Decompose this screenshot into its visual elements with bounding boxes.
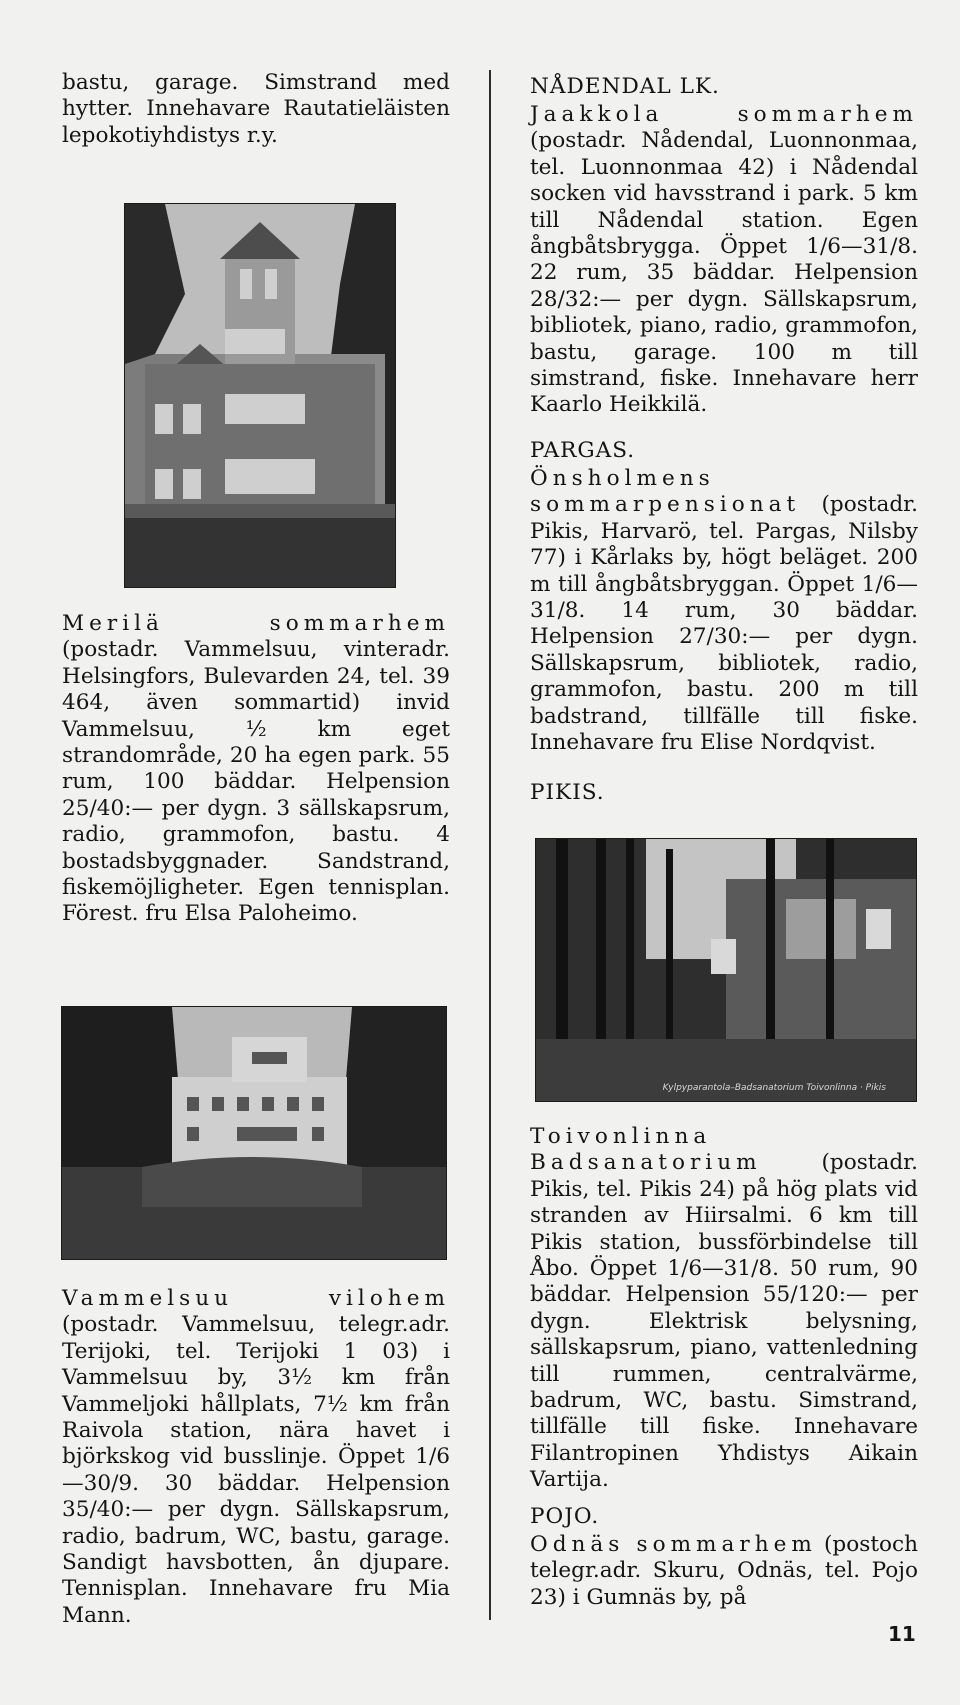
odnas-title: Odnäs sommarhem — [530, 1532, 817, 1557]
merila-entry — [62, 611, 450, 928]
page-number: 11 — [888, 1622, 916, 1646]
pojo-heading: POJO. — [530, 1504, 600, 1529]
vammelsuu-entry — [62, 1286, 450, 1629]
merila-title: Merilä sommarhem — [62, 611, 450, 636]
toivonlinna-entry — [530, 1124, 918, 1494]
merila-text: (postadr. Vammelsuu, vinteradr. Helsingfors, Bulevarden 24, tel. 39 464, även sommartid) invid Vammelsuu, ½ km eget strandområde, 20 ha egen park. 55 rum, 100 bäddar. Helpension 25/40:— per dygn. 3 sällskapsrum, radio, grammofon, bastu. 4 bostadsbyggnader. Sandstrand, fiskemöjligheter. Egen tennisplan. Förest. fru Elsa Paloheimo. — [62, 637, 450, 927]
odnas-entry — [530, 1532, 918, 1611]
jaakkola-text: (postadr. Nådendal, Luonnonmaa, tel. Luonnonmaa 42) i Nådendal socken vid havsstrand i park. 5 km till Nådendal station. Egen ångbåtsbrygga. Öppet 1/6—31/8. 22 rum, 35 bäddar. Helpension 28/32:— per dygn. Sällskapsrum, bibliotek, piano, radio, grammofon, bastu, garage. 100 m till simstrand, fiske. Innehavare herr Kaarlo Heikkilä. — [530, 128, 918, 418]
photo-caption: Kylpyparantola–Badsanatorium Toivonlinna · Pikis — [662, 1083, 886, 1093]
nadendal-heading: NÅDENDAL LK. — [530, 74, 720, 99]
onsholmens-text: (postadr. Pikis, Harvarö, tel. Pargas, Nilsby 77) i Kårlaks by, högt beläget. 200 m till ångbåtsbryggan. Öppet 1/6—31/8. 14 rum, 30 bäddar. Helpension 27/30:— per dygn. Sällskapsrum, bibliotek, radio, grammofon, bastu. 200 m till badstrand, tillfälle till fiske. Innehavare fru Elise Nordqvist. — [530, 492, 918, 756]
toivonlinna-text: (postadr. Pikis, tel. Pikis 24) på hög plats vid stranden av Hiirsalmi. 6 km till Pikis station, bussförbindelse till Åbo. Öppet 1/6—31/8. 50 rum, 90 bäddar. Helpension 55/120:— per dygn. Elektrisk belysning, sällskapsrum, piano, vattenledning till rummen, centralvärme, badrum, WC, bastu. Simstrand, tillfälle till fiske. Innehavare Filantropinen Yhdistys Aikain Vartija. — [530, 1150, 918, 1493]
jaakkola-title: Jaakkola sommarhem — [530, 102, 918, 127]
onsholmens-title: Önsholmens sommarpensionat — [530, 466, 801, 518]
vammelsuu-text: (postadr. Vammelsuu, telegr.adr. Terijoki, tel. Terijoki 1 03) i Vammelsuu by, 3½ km från Vammeljoki hållplats, 7½ km från Raivola station, nära havet i björkskog vid busslinje. Öppet 1/6—30/9. 30 bäddar. Helpension 35/40:— per dygn. Sällskapsrum, radio, badrum, WC, bastu, garage. Sandigt havsbotten, ån djupare. Tennisplan. Innehavare fru Mia Mann. — [62, 1312, 450, 1628]
vammelsuu-title: Vammelsuu vilohem — [62, 1286, 450, 1311]
onsholmens-entry — [530, 466, 918, 756]
column-divider — [489, 70, 491, 1620]
intro-paragraph: bastu, garage. Simstrand med hytter. Innehavare Rautatieläisten lepokotiyhdistys r.y. — [62, 70, 450, 148]
toivonlinna-photo — [535, 838, 917, 1102]
jaakkola-entry — [530, 102, 918, 419]
toivonlinna-title: Toivonlinna Badsanatorium — [530, 1124, 762, 1176]
odnas-text: (postoch telegr.adr. Skuru, Odnäs, tel. Pojo 23) i Gumnäs by, på — [530, 1532, 918, 1610]
pargas-heading: PARGAS. — [530, 438, 636, 463]
vammelsuu-villa-photo — [61, 1006, 447, 1260]
merila-villa-photo — [124, 203, 396, 588]
pikis-heading: PIKIS. — [530, 780, 605, 805]
